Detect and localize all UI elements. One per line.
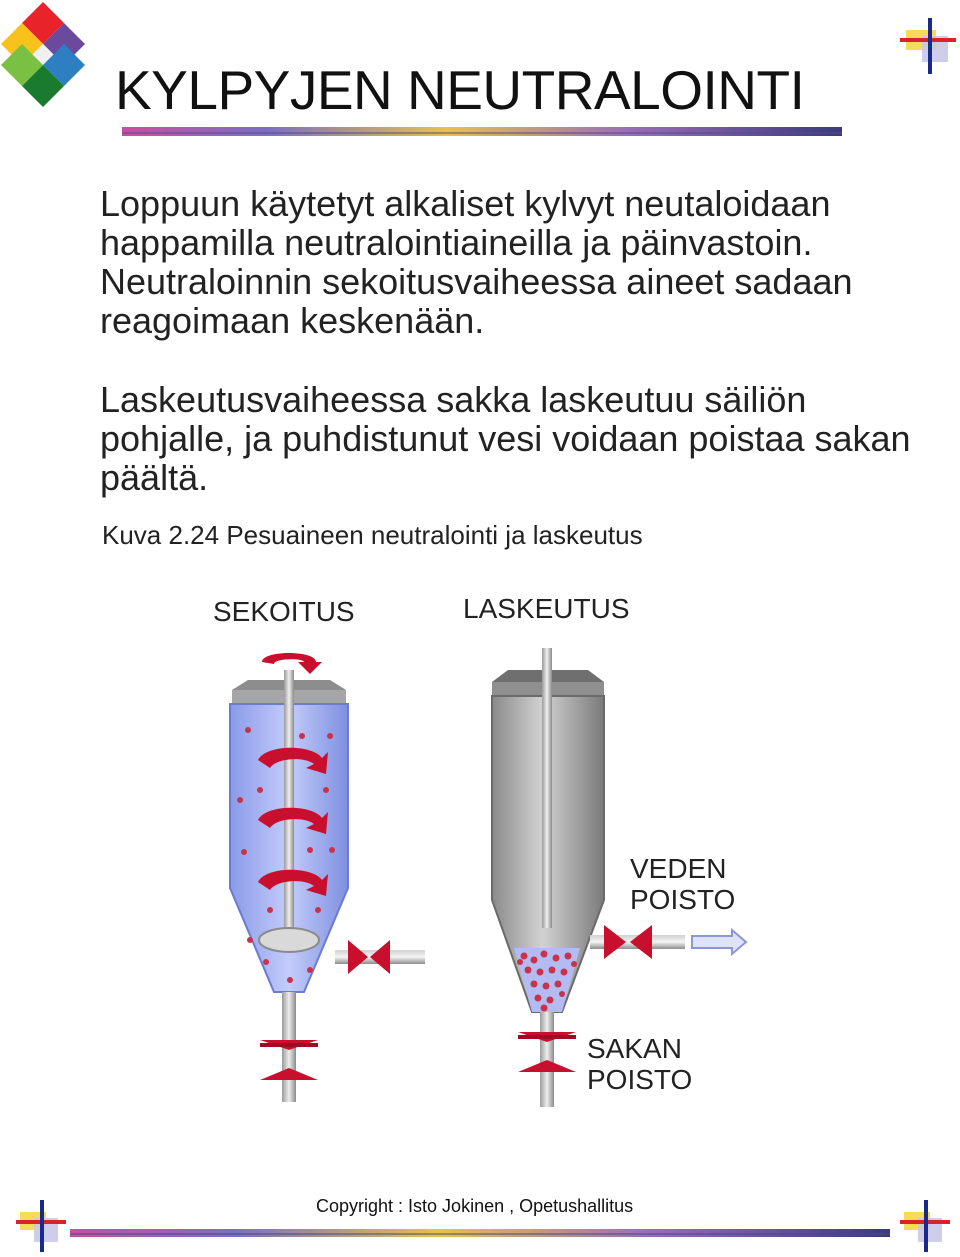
settling-label: LASKEUTUS (463, 593, 630, 624)
diamond-logo-icon (0, 0, 90, 110)
water-outlet-label-line-2: POISTO (630, 884, 736, 915)
cross-decoration-icon (898, 14, 960, 76)
sludge-outlet-label-line-2: POISTO (587, 1064, 693, 1095)
page-title: KYLPYJEN NEUTRALOINTI (115, 59, 805, 121)
paragraph-neutralization: Loppuun käytetyt alkaliset kylvyt neutaloidaan happamilla neutralointiaineilla ja päinvastoin. Neutraloinnin sekoitusvaiheessa aineet sadaan reagoimaan keskenään. (100, 183, 853, 341)
title-underline-bar (122, 127, 842, 136)
footer-bar (70, 1229, 890, 1237)
cross-decoration-icon (898, 1198, 954, 1254)
cross-decoration-icon (14, 1198, 70, 1254)
water-outlet-label-line-1: VEDEN (630, 853, 727, 884)
settling-tank-illustration (480, 640, 760, 1120)
paragraph-settling: Laskeutusvaiheessa sakka laskeutuu säiliön pohjalle, ja puhdistunut vesi voidaan poistaa sakan päältä. (100, 379, 911, 498)
mixing-tank-illustration (200, 640, 440, 1120)
figure-caption: Kuva 2.24 Pesuaineen neutralointi ja laskeutus (102, 520, 643, 550)
mixing-label: SEKOITUS (213, 596, 355, 627)
sludge-outlet-label-line-1: SAKAN (587, 1033, 682, 1064)
copyright-text: Copyright : Isto Jokinen , Opetushallitus (316, 1196, 634, 1216)
